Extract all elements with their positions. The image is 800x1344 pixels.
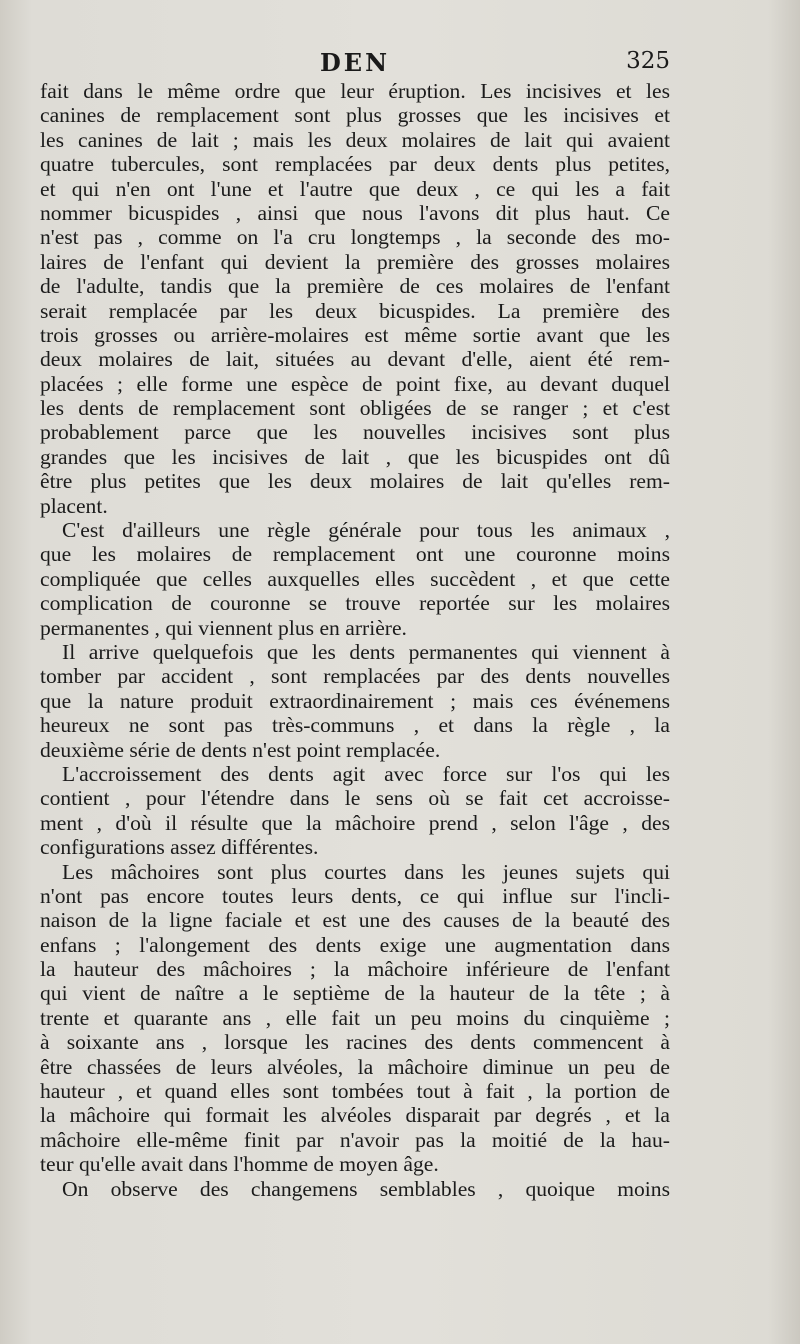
- text-line: C'est d'ailleurs une règle générale pour tous les animaux ,: [62, 518, 670, 543]
- text-line: permanentes , qui viennent plus en arrière.: [40, 615, 407, 640]
- text-line: trente et quarante ans , elle fait un peu moins du cinquième ;: [40, 1005, 670, 1030]
- text-line: probablement parce que les nouvelles incisives sont plus: [40, 420, 670, 445]
- text-line: et qui n'en ont l'une et l'autre que deux , ce qui les a fait: [40, 176, 670, 201]
- text-line: canines de remplacement sont plus grosses que les incisives et: [40, 103, 670, 128]
- text-line: les canines de lait ; mais les deux molaires de lait qui avaient: [40, 127, 670, 152]
- text-line: naison de la ligne faciale et est une des causes de la beauté des: [40, 908, 670, 933]
- text-line: deuxième série de dents n'est point remplacée.: [40, 737, 441, 762]
- text-line: deux molaires de lait, situées au devant d'elle, aient été rem-: [40, 347, 670, 372]
- text-line: tomber par accident , sont remplacées par des dents nouvelles: [40, 664, 670, 689]
- paragraph: [40, 1177, 670, 1201]
- page-number: 325: [626, 48, 670, 74]
- text-line: teur qu'elle avait dans l'homme de moyen âge.: [40, 1152, 439, 1177]
- paragraph: [40, 762, 670, 860]
- text-line: laires de l'enfant qui devient la première des grosses molaires: [40, 249, 670, 274]
- paragraph: [40, 79, 670, 518]
- paragraph: [40, 640, 670, 762]
- text-line: fait dans le même ordre que leur éruption. Les incisives et les: [40, 79, 670, 103]
- paragraph: [40, 518, 670, 640]
- text-line: que les molaires de remplacement ont une couronne moins: [40, 542, 670, 567]
- text-line: compliquée que celles auxquelles elles succèdent , et que cette: [40, 566, 670, 591]
- text-line: configurations assez différentes.: [40, 835, 319, 860]
- text-line: hauteur , et quand elles sont tombées tout à fait , la portion de: [40, 1079, 670, 1104]
- text-line: ment , d'où il résulte que la mâchoire prend , selon l'âge , des: [40, 810, 670, 835]
- text-line: mâchoire elle-même finit par n'avoir pas la moitié de la hau-: [40, 1127, 670, 1152]
- text-line: quatre tubercules, sont remplacées par deux dents plus petites,: [40, 152, 670, 177]
- text-line: Il arrive quelquefois que les dents permanentes qui viennent à: [62, 639, 670, 664]
- text-line: être plus petites que les deux molaires de lait qu'elles rem-: [40, 469, 670, 494]
- paragraph: [40, 860, 670, 1177]
- text-line: contient , pour l'étendre dans le sens où se fait cet accroisse-: [40, 786, 670, 811]
- text-line: On observe des changemens semblables , quoique moins: [62, 1176, 670, 1201]
- text-line: à soixante ans , lorsque les racines des dents commencent à: [40, 1030, 670, 1055]
- text-line: n'est pas , comme on l'a cru longtemps , la seconde des mo-: [40, 225, 670, 250]
- text-line: Les mâchoires sont plus courtes dans les jeunes sujets qui: [62, 859, 670, 884]
- text-line: n'ont pas encore toutes leurs dents, ce qui influe sur l'incli-: [40, 883, 670, 908]
- text-line: qui vient de naître a le septième de la hauteur de la tête ; à: [40, 981, 670, 1006]
- running-head: DEN: [319, 48, 391, 77]
- text-line: serait remplacée par les deux bicuspides. La première des: [40, 298, 670, 323]
- text-line: les dents de remplacement sont obligées de se ranger ; et c'est: [40, 396, 670, 421]
- text-line: que la nature produit extraordinairement ; mais ces événemens: [40, 688, 670, 713]
- text-line: la hauteur des mâchoires ; la mâchoire inférieure de l'enfant: [40, 957, 670, 982]
- text-line: complication de couronne se trouve reportée sur les molaires: [40, 591, 670, 616]
- text-line: trois grosses ou arrière-molaires est même sortie avant que les: [40, 322, 670, 347]
- text-line: placent.: [40, 493, 108, 518]
- text-line: placées ; elle forme une espèce de point fixe, au devant duquel: [40, 371, 670, 396]
- text-line: heureux ne sont pas très-communs , et dans la règle , la: [40, 713, 670, 738]
- text-line: L'accroissement des dents agit avec force sur l'os qui les: [62, 761, 670, 786]
- text-line: grandes que les incisives de lait , que les bicuspides ont dû: [40, 444, 670, 469]
- text-line: nommer bicuspides , ainsi que nous l'avons dit plus haut. Ce: [40, 200, 670, 225]
- page-header: [40, 44, 670, 80]
- text-line: la mâchoire qui formait les alvéoles disparait par degrés , et la: [40, 1103, 670, 1128]
- text-line: enfans ; l'alongement des dents exige une augmentation dans: [40, 932, 670, 957]
- body-text: [40, 79, 670, 1201]
- text-line: être chassées de leurs alvéoles, la mâchoire diminue un peu de: [40, 1054, 670, 1079]
- text-line: de l'adulte, tandis que la première de ces molaires de l'enfant: [40, 274, 670, 299]
